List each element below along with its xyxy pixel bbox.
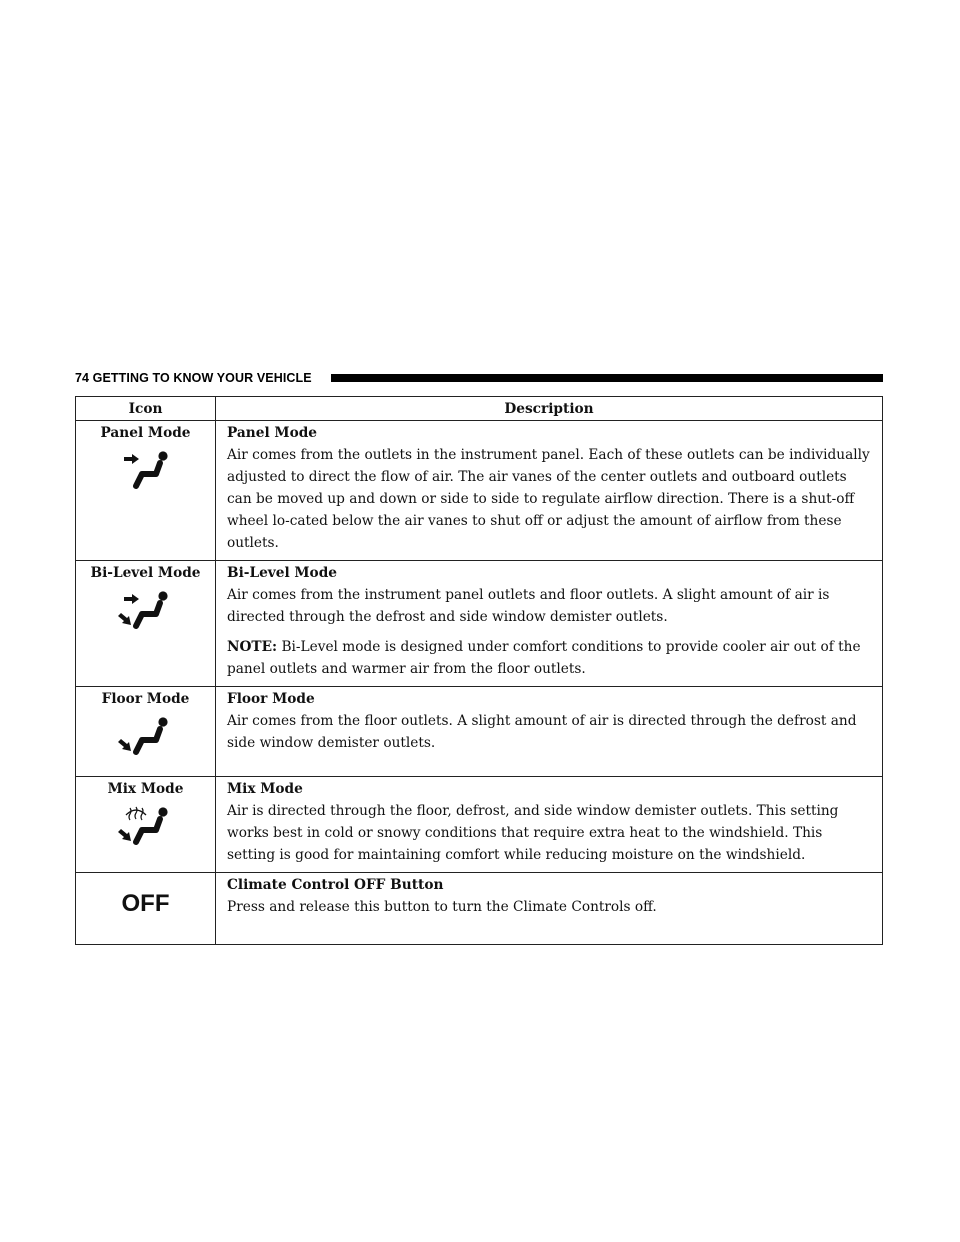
mix-mode-icon <box>116 804 176 852</box>
table-row <box>76 561 883 687</box>
header-rule <box>331 374 883 382</box>
table-row <box>76 777 883 873</box>
description-text: Air comes from the instrument panel outlets and floor outlets. A slight amount of air is directed through the defrost and side window demister outlets. <box>227 587 830 625</box>
page-header <box>75 367 883 389</box>
climate-mode-table <box>75 396 883 945</box>
column-header-description: Description <box>216 397 883 421</box>
mode-name: Panel Mode <box>100 425 191 441</box>
description-cell <box>216 873 883 945</box>
icon-cell <box>76 421 216 561</box>
icon-cell <box>76 561 216 687</box>
note <box>227 636 874 680</box>
table-header-row <box>76 397 883 421</box>
description-text: Air is directed through the floor, defrost, and side window demister outlets. This setting works best in cold or snowy conditions that require extra heat to the windshield. This setting is good for maintaining comfort while reducing moisture on the windshield. <box>227 803 839 863</box>
description-title: Mix Mode <box>227 781 303 797</box>
table-row <box>76 421 883 561</box>
description-text: Air comes from the floor outlets. A slight amount of air is directed through the defrost and side window demister outlets. <box>227 713 857 751</box>
bi-level-mode-icon <box>116 588 176 636</box>
page-label: 74 GETTING TO KNOW YOUR VEHICLE <box>75 371 312 385</box>
description-text: Press and release this button to turn the Climate Controls off. <box>227 899 657 915</box>
note-label: NOTE: <box>227 639 278 655</box>
panel-mode-icon <box>116 448 176 496</box>
column-header-icon: Icon <box>76 397 216 421</box>
description-title: Climate Control OFF Button <box>227 877 444 893</box>
off-button-icon: OFF <box>121 890 170 917</box>
description-cell <box>216 421 883 561</box>
description-title: Bi-Level Mode <box>227 565 337 581</box>
description-title: Floor Mode <box>227 691 315 707</box>
mode-name: Mix Mode <box>107 781 184 797</box>
table-row <box>76 687 883 777</box>
mode-name: Floor Mode <box>101 691 190 707</box>
table-row <box>76 873 883 945</box>
icon-cell <box>76 873 216 945</box>
note-text: Bi-Level mode is designed under comfort conditions to provide cooler air out of the panel outlets and warmer air from the floor outlets. <box>227 639 861 677</box>
icon-cell <box>76 687 216 777</box>
mode-name: Bi-Level Mode <box>90 565 201 581</box>
description-cell <box>216 687 883 777</box>
description-title: Panel Mode <box>227 425 317 441</box>
icon-cell <box>76 777 216 873</box>
description-text: Air comes from the outlets in the instrument panel. Each of these outlets can be individually adjusted to direct the flow of air. The air vanes of the center outlets and outboard outlets can be moved up and down or side to side to regulate airflow direction. There is a shut-off wheel lo-cated below the air vanes to shut off or adjust the amount of airflow from these outlets. <box>227 447 870 551</box>
description-cell <box>216 561 883 687</box>
floor-mode-icon <box>116 714 176 762</box>
description-cell <box>216 777 883 873</box>
